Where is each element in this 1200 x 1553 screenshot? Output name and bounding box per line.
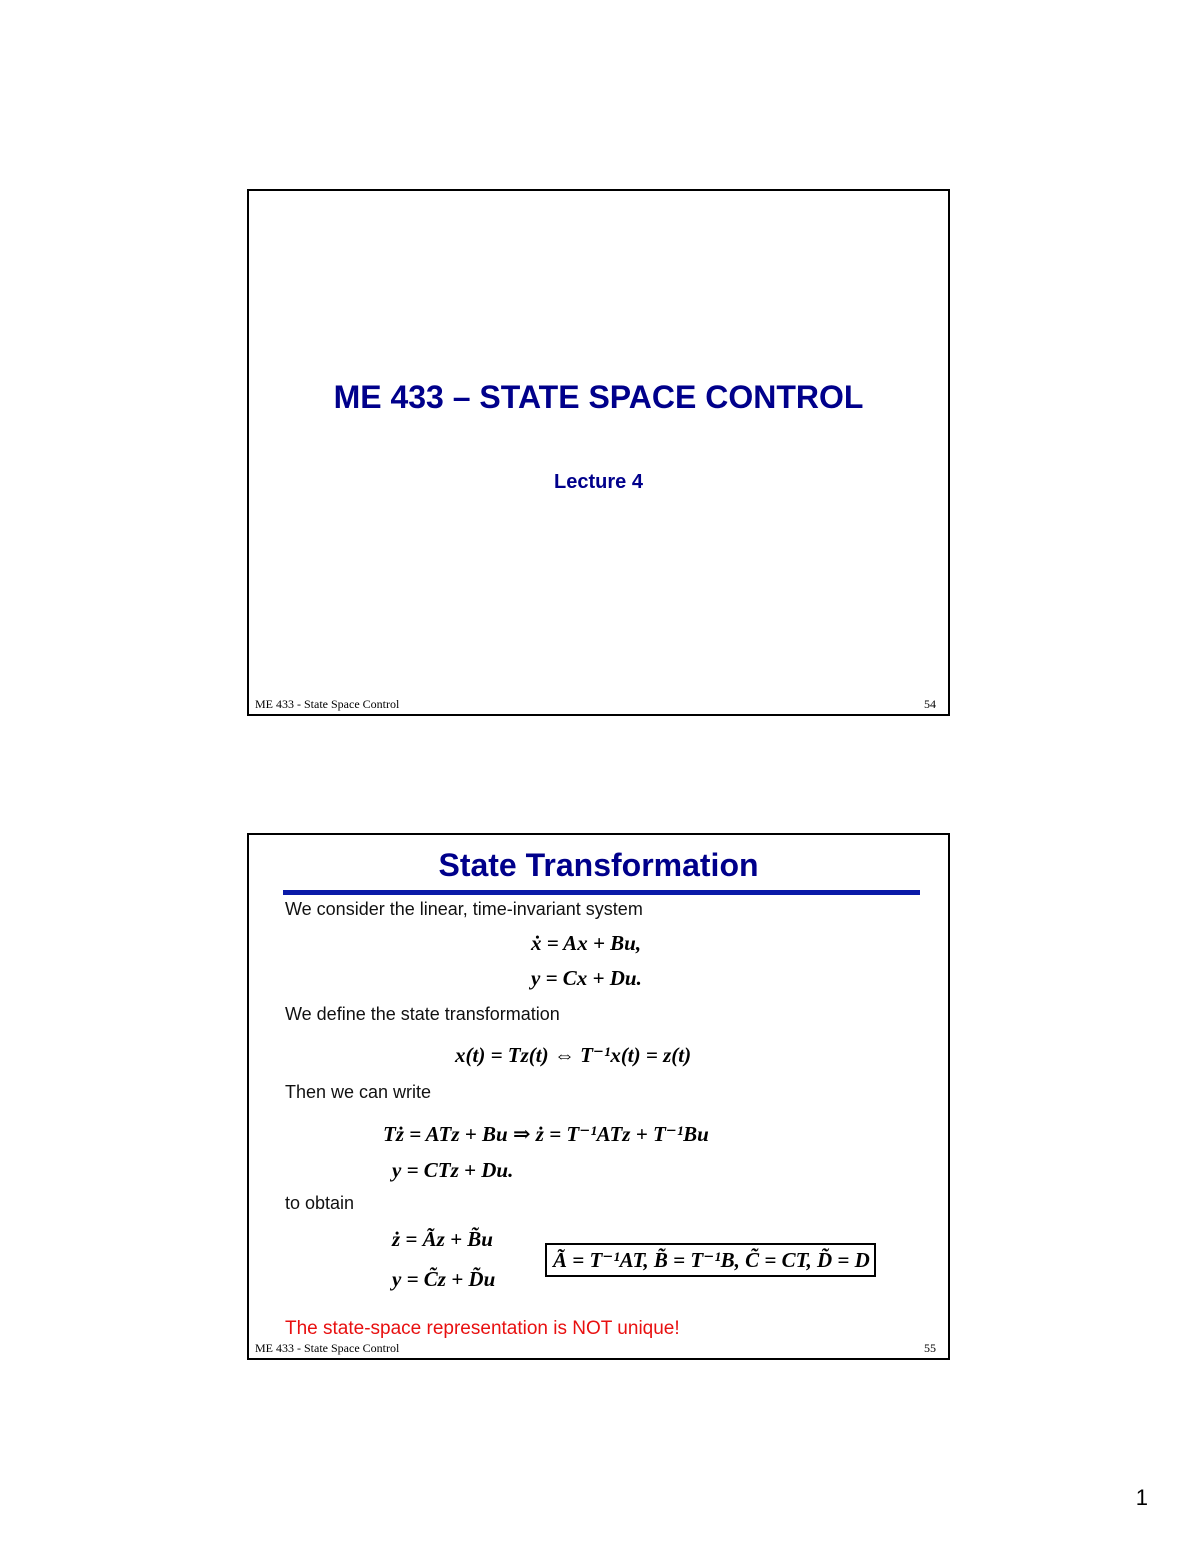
equation-transformed-output: y = CTz + Du. (392, 1158, 514, 1182)
slide-footer-number: 54 (924, 697, 936, 711)
slide-footer-course: ME 433 - State Space Control (255, 697, 400, 711)
equation-output: y = Cx + Du. (531, 966, 642, 990)
body-text: We consider the linear, time-invariant system (285, 899, 643, 919)
equation-transformed-state: Tż = ATz + Bu ⇒ ż = T⁻¹ATz + T⁻¹Bu (383, 1122, 709, 1146)
equation-state: ẋ = Ax + Bu, (531, 931, 642, 955)
slide-title: ME 433 – STATE SPACE CONTROL (333, 379, 864, 415)
body-text: Then we can write (285, 1082, 432, 1102)
title-underline (283, 890, 920, 895)
slide-footer-number: 55 (924, 1341, 936, 1355)
equation-matrix-definitions: Ã = T⁻¹AT, B̃ = T⁻¹B, C̃ = CT, D̃ = D (545, 1243, 876, 1277)
page-number: 1 (1135, 1485, 1148, 1510)
highlight-note: The state-space representation is NOT unique! (285, 1318, 680, 1339)
slide-subtitle: Lecture 4 (554, 471, 643, 493)
slide-title: State Transformation (438, 847, 759, 883)
slide-55 (247, 833, 950, 1360)
body-text: to obtain (285, 1193, 355, 1213)
equation-new-state: ż = Ãz + B̃u (392, 1227, 493, 1251)
slide-54 (247, 189, 950, 716)
slide-footer-course: ME 433 - State Space Control (255, 1341, 400, 1355)
equation-transformation: x(t) = Tz(t) ⇔ T⁻¹x(t) = z(t) (455, 1043, 692, 1067)
body-text: We define the state transformation (285, 1004, 560, 1024)
equation-new-output: y = C̃z + D̃u (392, 1267, 496, 1291)
